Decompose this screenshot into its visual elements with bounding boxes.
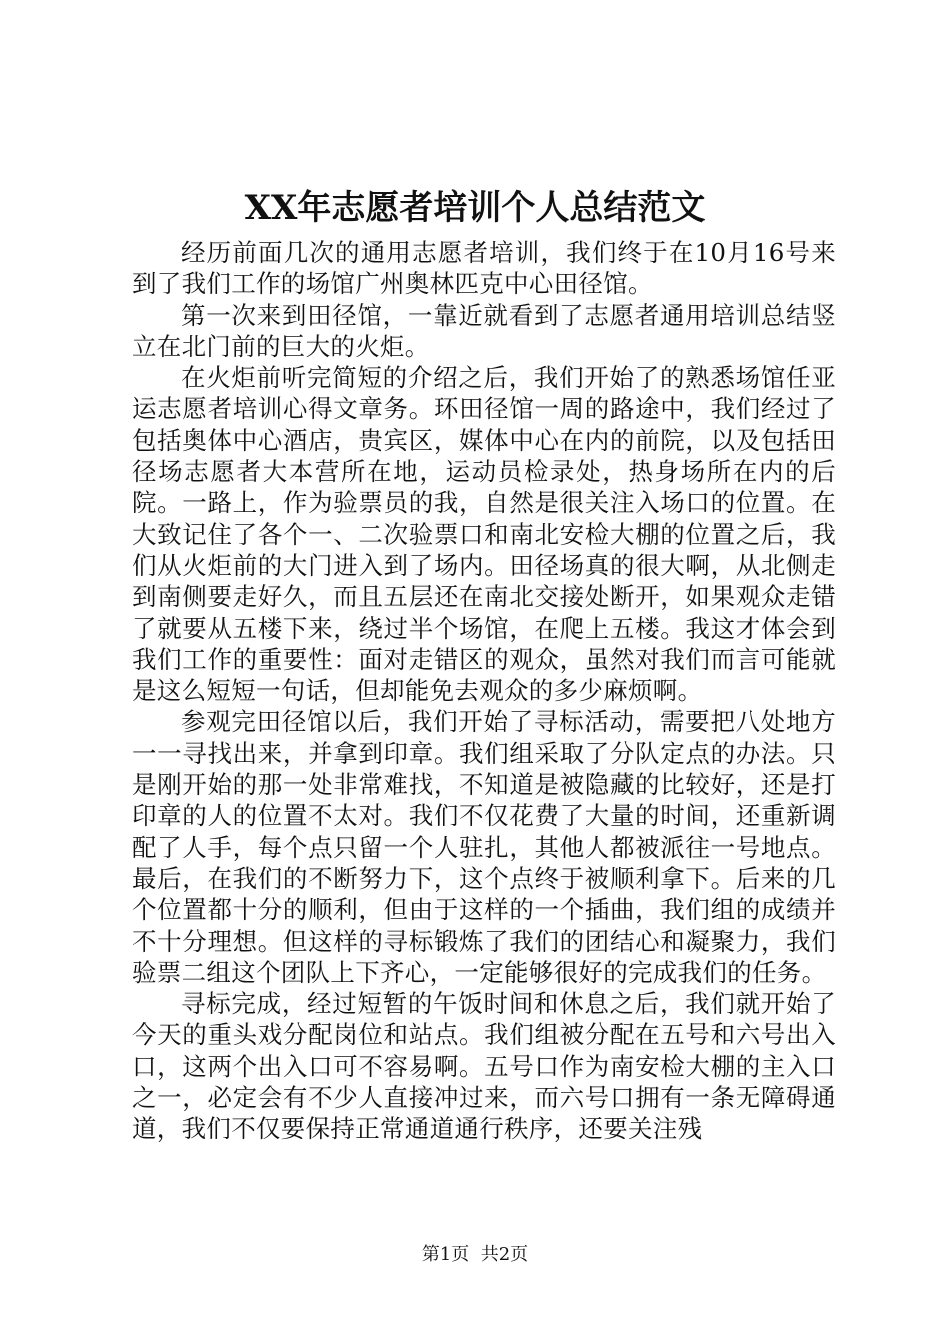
paragraph: 第一次来到田径馆，一靠近就看到了志愿者通用培训总结竖立在北门前的巨大的火炬。	[132, 300, 836, 361]
paragraph: 参观完田径馆以后，我们开始了寻标活动，需要把八处地方一一寻找出来，并拿到印章。我们组采取了分队定点的办法。只是刚开始的那一处非常难找，不知道是被隐藏的比较好，还是打印章的人的位置不太对。我们不仅花费了大量的时间，还重新调配了人手，每个点只留一个人驻扎，其他人都被派往一号地点。最后，在我们的不断努力下，这个点终于被顺利拿下。后来的几个位置都十分的顺利，但由于这样的一个插曲，我们组的成绩并不十分理想。但这样的寻标锻炼了我们的团结心和凝聚力，我们验票二组这个团队上下齐心，一定能够很好的完成我们的任务。	[132, 707, 836, 987]
page-total: 共2页	[480, 1244, 529, 1265]
paragraph: 在火炬前听完简短的介绍之后，我们开始了的熟悉场馆任亚运志愿者培训心得文章务。环田径馆一周的路途中，我们经过了包括奥体中心酒店，贵宾区，媒体中心在内的前院，以及包括田径场志愿者大本营所在地，运动员检录处，热身场所在内的后院。一路上，作为验票员的我，自然是很关注入场口的位置。在大致记住了各个一、二次验票口和南北安检大棚的位置之后，我们从火炬前的大门进入到了场内。田径场真的很大啊，从北侧走到南侧要走好久，而且五层还在南北交接处断开，如果观众走错了就要从五楼下来，绕过半个场馆，在爬上五楼。我这才体会到我们工作的重要性：面对走错区的观众，虽然对我们而言可能就是这么短短一句话，但却能免去观众的多少麻烦啊。	[132, 363, 836, 706]
paragraph: 经历前面几次的通用志愿者培训，我们终于在10月16号来到了我们工作的场馆广州奥林匹克中心田径馆。	[132, 238, 836, 299]
document-title: XX年志愿者培训个人总结范文	[244, 188, 706, 228]
document-body	[132, 237, 836, 1145]
paragraph: 寻标完成，经过短暂的午饭时间和休息之后，我们就开始了今天的重头戏分配岗位和站点。我们组被分配在五号和六号出入口，这两个出入口可不容易啊。五号口作为南安检大棚的主入口之一，必定会有不少人直接冲过来，而六号口拥有一条无障碍通道，我们不仅要保持正常通道通行秩序，还要关注残	[132, 989, 836, 1144]
page-number: 第1页	[421, 1244, 470, 1265]
page-footer	[0, 1242, 950, 1268]
footer-spacer	[469, 1244, 480, 1265]
